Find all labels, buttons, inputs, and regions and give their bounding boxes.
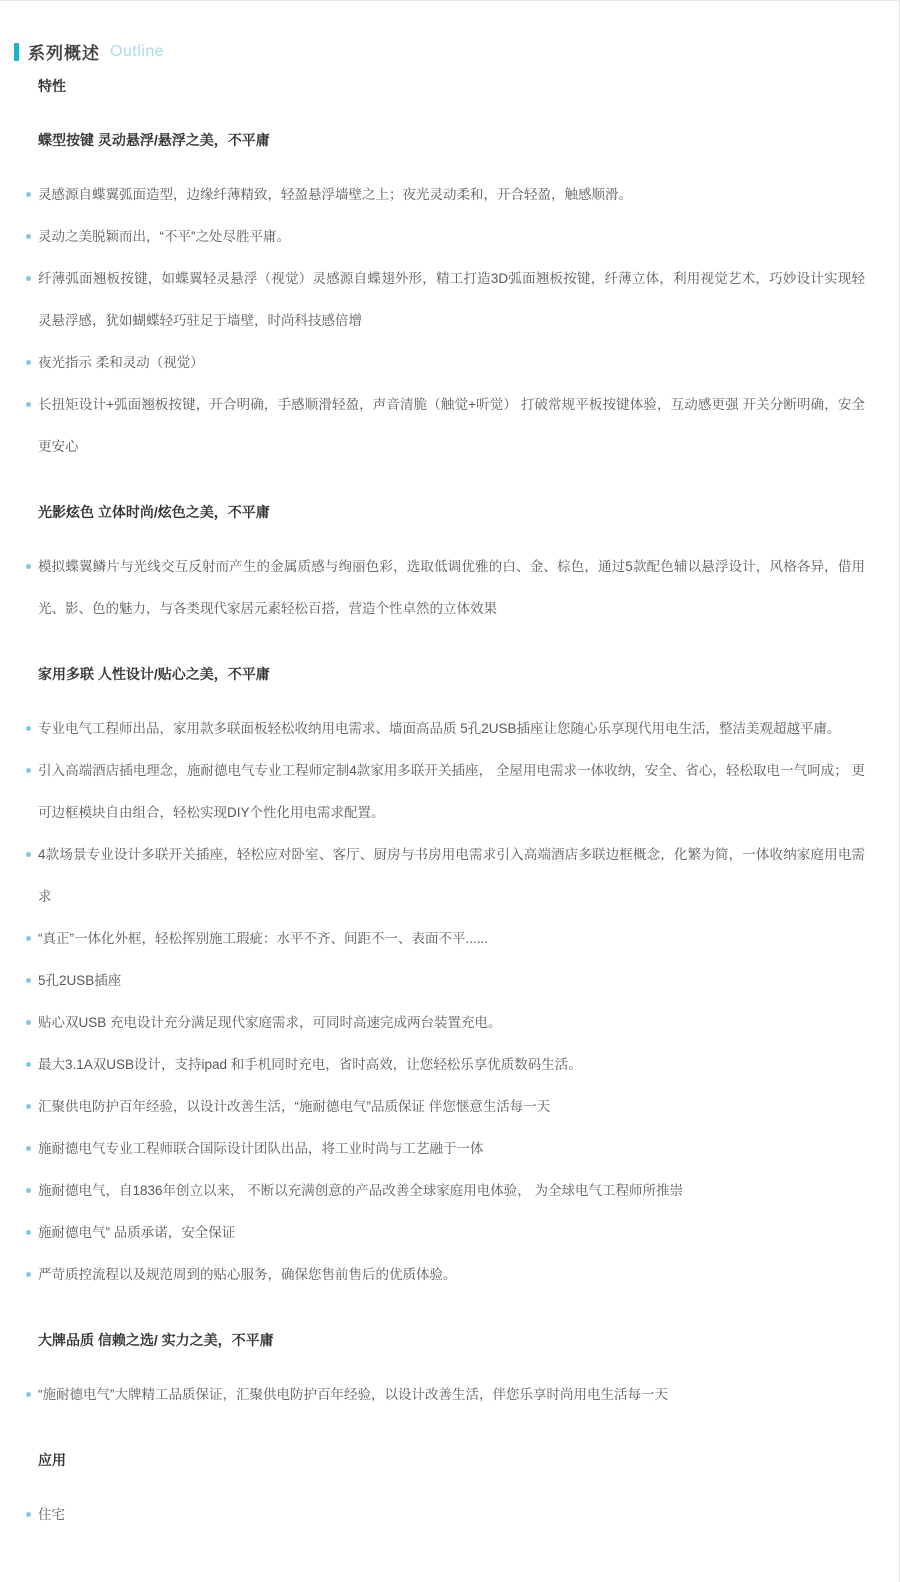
list-item-text: 严苛质控流程以及规范周到的贴心服务，确保您售前售后的优质体验。 [38,1267,457,1282]
list-item [38,960,865,1002]
section-heading: 应用 [38,1452,66,1468]
list-item-text: 4款场景专业设计多联开关插座，轻松应对卧室、客厅、厨房与书房用电需求引入高端酒店多联边框概念，化繁为简，一体收纳家庭用电需求 [38,847,865,904]
bullet-dot-icon [26,564,31,569]
bullet-dot-icon [26,1104,31,1109]
section-heading: 蝶型按键 灵动悬浮/悬浮之美，不平庸 [38,132,270,148]
list-item-text: 灵感源自蝶翼弧面造型，边缘纤薄精致，轻盈悬浮墙壁之上；夜光灵动柔和，开合轻盈，触感顺滑。 [38,187,632,202]
bullet-list [38,1494,865,1536]
bullet-dot-icon [26,1188,31,1193]
list-item-text: 专业电气工程师出品，家用款多联面板轻松收纳用电需求、墙面高品质 5孔2USB插座让您随心乐享现代用电生活，整洁美观超越平庸。 [38,721,841,736]
list-item [38,834,865,918]
list-item-text: 住宅 [38,1507,65,1522]
section-heading: 特性 [38,78,66,94]
bullet-dot-icon [26,852,31,857]
list-item [38,708,865,750]
list-item-text: 最大3.1A双USB设计，支持ipad 和手机同时充电，省时高效，让您轻松乐享优质数码生活。 [38,1057,582,1072]
bullet-dot-icon [26,1062,31,1067]
bullet-dot-icon [26,1020,31,1025]
bullet-list [38,708,865,1296]
bullet-dot-icon [26,402,31,407]
list-item [38,1374,865,1416]
list-item-text: 汇聚供电防护百年经验，以设计改善生活，“施耐德电气”品质保证 伴您惬意生活每一天 [38,1099,551,1114]
bullet-list [38,546,865,630]
list-item-text: 5孔2USB插座 [38,973,122,988]
bullet-dot-icon [26,1512,31,1517]
list-item-text: 施耐德电气，自1836年创立以来， 不断以充满创意的产品改善全球家庭用电体验， 为全球电气工程师所推崇 [38,1183,684,1198]
bullet-dot-icon [26,1392,31,1397]
list-item-text: 夜光指示 柔和灵动（视觉） [38,355,204,370]
section-heading: 光影炫色 立体时尚/炫色之美，不平庸 [38,504,270,520]
list-item [38,174,865,216]
bullet-dot-icon [26,936,31,941]
bullet-list [38,174,865,468]
list-item [38,1170,865,1212]
list-item-text: 贴心双USB 充电设计充分满足现代家庭需求，可同时高速完成两台装置充电。 [38,1015,502,1030]
bullet-dot-icon [26,276,31,281]
section-heading: 家用多联 人性设计/贴心之美，不平庸 [38,666,270,682]
bullet-list [38,1374,865,1416]
page-subtitle: Outline [110,42,165,60]
bullet-dot-icon [26,726,31,731]
list-item [38,384,865,468]
outline-content [14,76,869,1536]
bullet-dot-icon [26,768,31,773]
bullet-dot-icon [26,192,31,197]
section-header [14,39,869,64]
bullet-dot-icon [26,1146,31,1151]
list-item-text: 模拟蝶翼鳞片与光线交互反射而产生的金属质感与绚丽色彩，选取低调优雅的白、金、棕色，通过5款配色辅以悬浮设计，风格各异，借用光、影、色的魅力，与各类现代家居元素轻松百搭，营造个性卓然的立体效果 [38,559,865,616]
list-item [38,1086,865,1128]
list-item [38,216,865,258]
list-item [38,1494,865,1536]
accent-bar-icon [14,43,19,61]
list-item [38,1212,865,1254]
bullet-dot-icon [26,360,31,365]
list-item-text: 施耐德电气专业工程师联合国际设计团队出品，将工业时尚与工艺融于一体 [38,1141,484,1156]
list-item-text: 纤薄弧面翘板按键，如蝶翼轻灵悬浮（视觉）灵感源自蝶翅外形，精工打造3D弧面翘板按键，纤薄立体，利用视觉艺术，巧妙设计实现轻灵悬浮感，犹如蝴蝶轻巧驻足于墙壁，时尚科技感倍增 [38,271,865,328]
list-item [38,918,865,960]
page-title: 系列概述 [28,44,100,63]
bullet-dot-icon [26,1230,31,1235]
bullet-dot-icon [26,234,31,239]
list-item [38,1002,865,1044]
list-item [38,750,865,834]
list-item-text: 引入高端酒店插电理念，施耐德电气专业工程师定制4款家用多联开关插座， 全屋用电需求一体收纳，安全、省心，轻松取电一气呵成； 更可边框模块自由组合，轻松实现DIY个性化用电需求配置。 [38,763,865,820]
list-item [38,342,865,384]
list-item [38,546,865,630]
list-item [38,258,865,342]
bullet-dot-icon [26,978,31,983]
section-heading: 大牌品质 信赖之选/ 实力之美，不平庸 [38,1332,274,1348]
list-item [38,1254,865,1296]
list-item-text: 灵动之美脱颖而出，“不平”之处尽胜平庸。 [38,229,290,244]
list-item-text: 施耐德电气” 品质承诺，安全保证 [38,1225,236,1240]
list-item-text: “施耐德电气”大牌精工品质保证，汇聚供电防护百年经验，以设计改善生活，伴您乐享时尚用电生活每一天 [38,1387,668,1402]
list-item [38,1128,865,1170]
list-item-text: 长扭矩设计+弧面翘板按键，开合明确，手感顺滑轻盈，声音清脆（触觉+听觉） 打破常规平板按键体验，互动感更强 开关分断明确，安全更安心 [38,397,865,454]
list-item-text: “真正”一体化外框，轻松挥别施工瑕疵：水平不齐、间距不一、表面不平...... [38,931,488,946]
bullet-dot-icon [26,1272,31,1277]
list-item [38,1044,865,1086]
